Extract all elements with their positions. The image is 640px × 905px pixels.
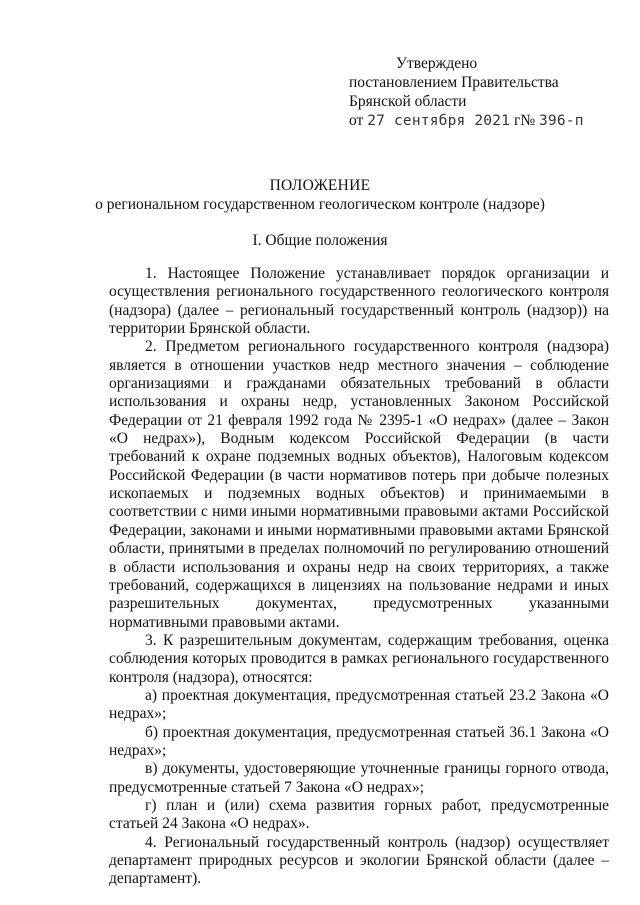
section-title: I. Общие положения	[252, 232, 388, 249]
approval-number-stamp: 396-п	[539, 113, 584, 129]
approval-number-sign: г№	[510, 112, 539, 129]
document-body	[109, 265, 609, 889]
approval-block	[349, 54, 584, 131]
approval-date-prefix: от	[349, 112, 368, 129]
paragraph-3: 3. К разрешительным документам, содержащим требования, оценка соблюдения которых проводится в рамках регионального государственного контроля (надзора), относятся:	[109, 631, 609, 686]
list-item-b: б) проектная документация, предусмотренная статьей 36.1 Закона «О недрах»;	[109, 723, 609, 759]
document-title: ПОЛОЖЕНИЕ	[269, 177, 371, 194]
approval-label: Утверждено	[396, 55, 478, 72]
approval-authority: Брянской области	[349, 93, 467, 110]
approval-date-stamp: 27 сентября 2021	[367, 113, 511, 129]
paragraph-4: 4. Региональный государственный контроль (надзор) осуществляет департамент природных ресурсов и экологии Брянской области (далее – департамент).	[109, 833, 609, 888]
approval-by: постановлением Правительства	[349, 74, 559, 91]
approval-date-line	[349, 111, 584, 131]
list-item-g: г) план и (или) схема развития горных работ, предусмотренные статьей 24 Закона «О недрах».	[109, 796, 609, 833]
paragraph-1: 1. Настоящее Положение устанавливает порядок организации и осуществления регионального государственного геологического контроля (надзора) (далее – региональный государственный контроль (надзор)) на территории Брянской области.	[109, 265, 609, 338]
list-item-v: в) документы, удостоверяющие уточненные границы горного отвода, предусмотренные статьей 7 Закона «О недрах»;	[109, 760, 609, 796]
document-subtitle: о региональном государственном геологическом контроле (надзоре)	[95, 196, 545, 213]
list-item-a: а) проектная документация, предусмотренная статьей 23.2 Закона «О недрах»;	[109, 686, 609, 723]
paragraph-2: 2. Предметом регионального государственного контроля (надзора) является в отношении участков недр местного значения – соблюдение организациями и гражданами обязательных требований в области использования и охраны недр, установленных Законом Российской Федерации от 21 февраля 1992 года № 2395-1 «О недрах» (далее – Закон «О недрах»), Водным кодексом Российской Федерации (в части требований к охране подземных водных объектов), Налоговым кодексом Российской Федерации (в части нормативов потерь при добыче полезных ископаемых и подземных водных объектов) и принимаемыми в соответствии с ними иными нормативными правовыми актами Российской Федерации, законами и иными нормативными правовыми актами Брянской области, принятыми в пределах полномочий по регулированию отношений в области использования и охраны недр на своих территориях, а также требований, содержащихся в лицензиях на пользование недрами и иных разрешительных документах, предусмотренных указанными нормативными правовыми актами.	[109, 338, 609, 631]
